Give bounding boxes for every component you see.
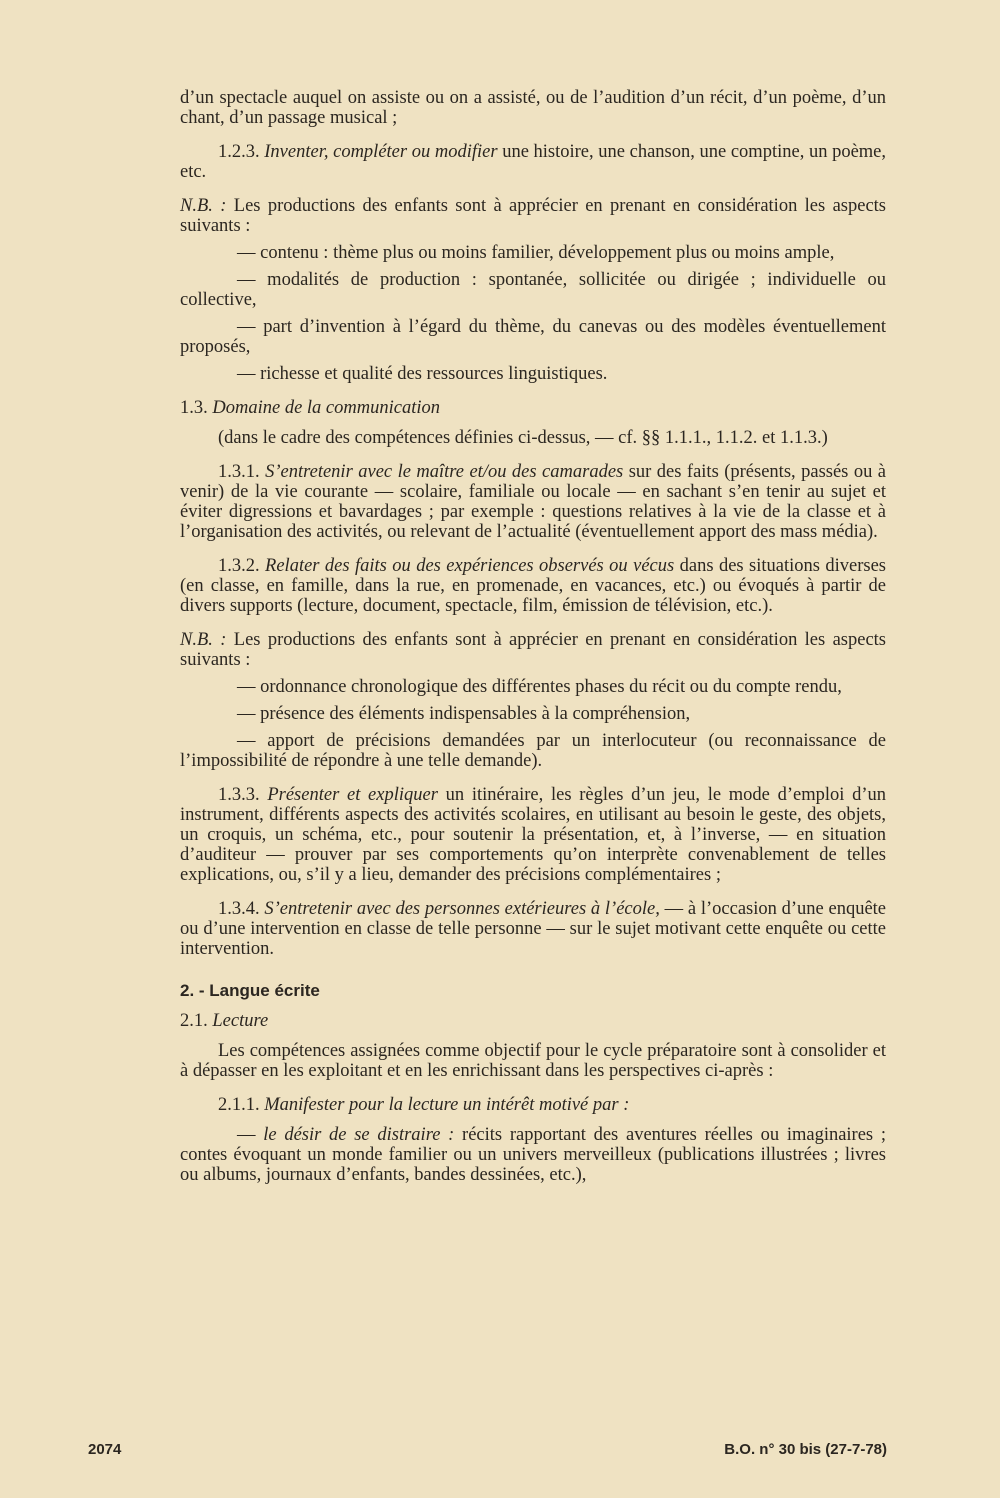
section-title: Domaine de la communication xyxy=(212,398,440,418)
list-item: — modalités de production : spontanée, sollicitée ou dirigée ; individuelle ou collective, xyxy=(180,270,886,310)
section-heading: S’entretenir avec le maître et/ou des camarades xyxy=(265,462,624,482)
section-heading: Inventer, compléter ou modifier xyxy=(264,142,498,162)
list-item: — richesse et qualité des ressources linguistiques. xyxy=(237,364,608,384)
section-heading-2-1-1 xyxy=(180,1095,886,1115)
paragraph-continuation: d’un spectacle auquel on assiste ou on a assisté, ou de l’audition d’un récit, d’un poème, d’un chant, d’un passage musical ; xyxy=(180,88,886,128)
page-number: 2074 xyxy=(88,1441,122,1458)
paragraph-2-1-intro: Les compétences assignées comme objectif pour le cycle préparatoire sont à consolider et à dépasser en les exploitant et en les enrichissant dans les perspectives ci-après : xyxy=(180,1041,886,1081)
paragraph-1-3-4 xyxy=(180,899,886,959)
paragraph-1-3-3 xyxy=(180,785,886,885)
note-text: Les productions des enfants sont à apprécier en prenant en considération les aspects suivants : xyxy=(180,196,886,236)
paragraph-text: une histoire, une chanson, une comptine, un poème, etc. xyxy=(180,142,887,182)
section-heading: Présenter et expliquer xyxy=(267,785,438,805)
text-column xyxy=(180,88,886,1192)
list-item: — part d’invention à l’égard du thème, du canevas ou des modèles éventuellement proposés, xyxy=(180,317,886,357)
section-number: 1.3.4. xyxy=(218,899,260,919)
list-dash: — xyxy=(237,1125,256,1145)
note-label: N.B. : xyxy=(180,630,227,650)
list-item-text: récits rapportant des aventures réelles ou imaginaires ; contes évoquant un monde familier ou un univers merveilleux (publications illustrées ; livres ou albums, journaux d’enfants, bandes dessinées, etc.), xyxy=(180,1125,886,1185)
section-heading: Relater des faits ou des expériences observés ou vécus xyxy=(265,556,675,576)
list-item: — apport de précisions demandées par un interlocuteur (ou reconnaissance de l’impossibilité de répondre à une telle demande). xyxy=(180,731,886,771)
section-number: 1.3.2. xyxy=(218,556,260,576)
section-number: 2.1.1. xyxy=(218,1095,260,1115)
section-heading-2: 2. - Langue écrite xyxy=(180,981,320,1000)
section-heading-1-3 xyxy=(180,398,886,418)
section-number: 1.3.3. xyxy=(218,785,260,805)
section-heading: S’entretenir avec des personnes extérieures à l’école, xyxy=(264,899,660,919)
list-item: — présence des éléments indispensables à la compréhension, xyxy=(237,704,691,724)
list-item: — contenu : thème plus ou moins familier, développement plus ou moins ample, xyxy=(237,243,835,263)
section-number: 1.3. xyxy=(180,398,208,418)
list-item xyxy=(180,1125,886,1185)
paragraph-text: sur des faits (présents, passés ou à venir) de la vie courante — scolaire, familiale ou locale — en sachant s’en tenir au sujet et éviter digressions et bavardages ; par exemple : questions relatives à la vie de la classe et à l’organisation des activités, ou relevant de l’actualité (éventuellement apport des mass média). xyxy=(180,462,887,542)
paragraph-text: un itinéraire, les règles d’un jeu, le mode d’emploi d’un instrument, différents aspects des activités scolaires, en utilisant au besoin le geste, des objets, un croquis, un schéma, etc., pour soutenir la présentation, et, à l’inverse, — en situation d’auditeur — prouver par ses comportements qu’on interprète convenablement de telles explications, ou, s’il y a lieu, demander des précisions complémentaires ; xyxy=(180,785,887,885)
paragraph-1-3-2 xyxy=(180,556,886,616)
section-heading-2-1 xyxy=(180,1011,886,1031)
paragraph-1-2-3 xyxy=(180,142,886,182)
section-number: 1.2.3. xyxy=(218,142,260,162)
note-paragraph xyxy=(180,196,886,236)
paragraph-text: dans des situations diverses (en classe, en famille, dans la rue, en promenade, en vacances, etc.) ou évoqués à partir de divers supports (lecture, document, spectacle, film, émission de télévision, etc.). xyxy=(180,556,886,616)
paragraph-text: — à l’occasion d’une enquête ou d’une intervention en classe de telle personne — sur le sujet motivant cette enquête ou cette intervention. xyxy=(180,899,887,959)
list-item: — ordonnance chronologique des différentes phases du récit ou du compte rendu, xyxy=(237,677,842,697)
list-item-heading: le désir de se distraire : xyxy=(263,1125,455,1145)
paragraph-1-3-intro: (dans le cadre des compétences définies ci-dessus, — cf. §§ 1.1.1., 1.1.2. et 1.1.3.) xyxy=(218,428,828,448)
note-paragraph xyxy=(180,630,886,670)
section-number: 2.1. xyxy=(180,1011,208,1031)
note-label: N.B. : xyxy=(180,196,227,216)
section-title: Manifester pour la lecture un intérêt motivé par : xyxy=(264,1095,630,1115)
section-title: Lecture xyxy=(212,1011,269,1031)
section-number: 1.3.1. xyxy=(218,462,260,482)
bulletin-reference: B.O. n° 30 bis (27-7-78) xyxy=(724,1441,887,1458)
paragraph-1-3-1 xyxy=(180,462,886,542)
note-text: Les productions des enfants sont à apprécier en prenant en considération les aspects suivants : xyxy=(180,630,886,670)
